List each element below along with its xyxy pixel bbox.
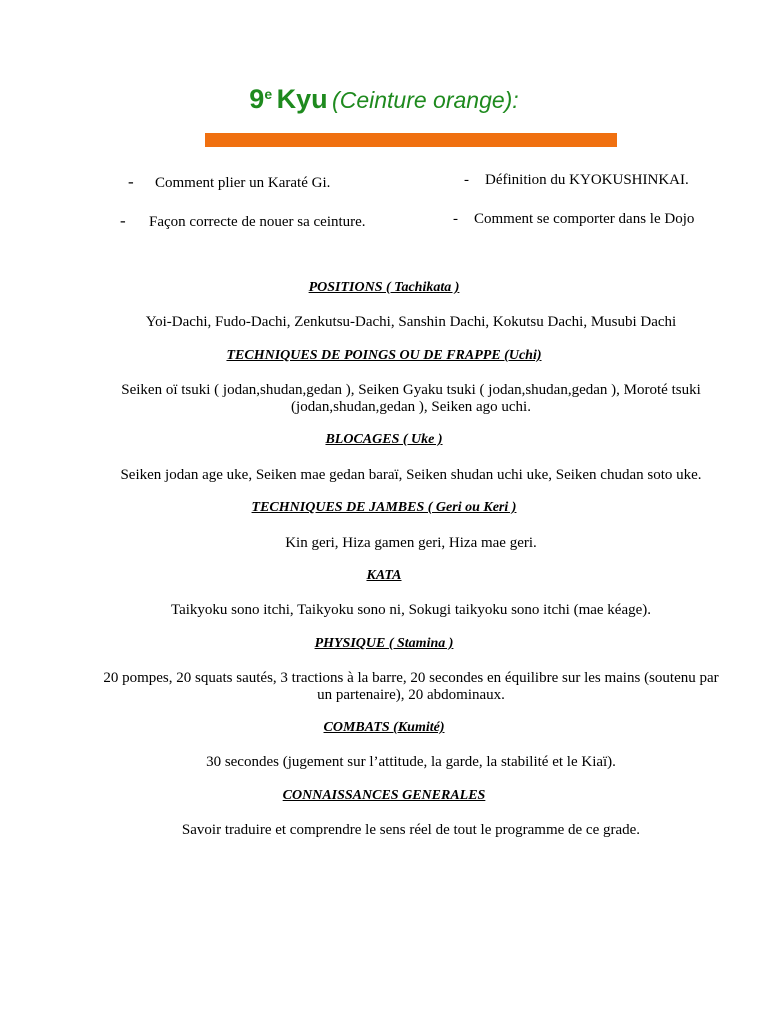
section-heading-combats: COMBATS (Kumité): [323, 720, 445, 735]
section-body-general-knowledge: Savoir traduire et comprendre le sens réel de tout le programme de ce grade.: [181, 822, 641, 838]
page-title: [0, 84, 768, 115]
section-heading-positions: POSITIONS ( Tachikata ): [308, 280, 460, 295]
intro-item: [128, 172, 330, 192]
title-number: 9: [249, 84, 265, 114]
intro-text: Comment plier un Karaté Gi.: [155, 175, 331, 191]
intro-dash: -: [464, 172, 469, 188]
section-body-combats: 30 secondes (jugement sur l’attitude, la garde, la stabilité et le Kiaï).: [206, 754, 616, 770]
intro-dash: -: [120, 211, 126, 230]
intro-text: Comment se comporter dans le Dojo: [474, 211, 695, 227]
intro-item: [464, 172, 689, 189]
title-kyu: Kyu: [276, 84, 328, 114]
intro-text: Façon correcte de nouer sa ceinture.: [149, 214, 366, 230]
section-body-physique: 20 pompes, 20 squats sautés, 3 tractions à la barre, 20 secondes en équilibre sur les mains (soutenu par un partenaire), 20 abdominaux.: [103, 670, 719, 703]
section-body-kata: Taikyoku sono itchi, Taikyoku sono ni, Sokugi taikyoku sono itchi (mae kéage).: [170, 602, 652, 618]
title-belt: (Ceinture orange):: [332, 87, 519, 113]
section-body-positions: Yoi-Dachi, Fudo-Dachi, Zenkutsu-Dachi, Sanshin Dachi, Kokutsu Dachi, Musubi Dachi: [145, 314, 677, 330]
intro-text: Définition du KYOKUSHINKAI.: [485, 172, 689, 188]
section-heading-blocks: BLOCAGES ( Uke ): [325, 432, 443, 447]
intro-dash: -: [128, 172, 134, 191]
intro-dash: -: [453, 211, 458, 227]
intro-item: [453, 211, 694, 228]
section-heading-physique: PHYSIQUE ( Stamina ): [314, 636, 454, 651]
orange-divider-bar: [205, 133, 617, 147]
section-heading-kata: KATA: [366, 568, 402, 583]
section-heading-punches: TECHNIQUES DE POINGS OU DE FRAPPE (Uchi): [226, 348, 542, 363]
section-body-blocks: Seiken jodan age uke, Seiken mae gedan baraï, Seiken shudan uchi uke, Seiken chudan soto uke.: [120, 467, 702, 483]
section-body-punches: Seiken oï tsuki ( jodan,shudan,gedan ), Seiken Gyaku tsuki ( jodan,shudan,gedan ), Moroté tsuki (jodan,shudan,gedan ), Seiken ago uchi.: [121, 382, 701, 415]
section-heading-general-knowledge: CONNAISSANCES GENERALES: [282, 788, 486, 803]
section-heading-kicks: TECHNIQUES DE JAMBES ( Geri ou Keri ): [251, 500, 517, 515]
section-body-kicks: Kin geri, Hiza gamen geri, Hiza mae geri.: [285, 535, 537, 551]
intro-item: [120, 211, 366, 231]
title-superscript: e: [264, 85, 273, 102]
